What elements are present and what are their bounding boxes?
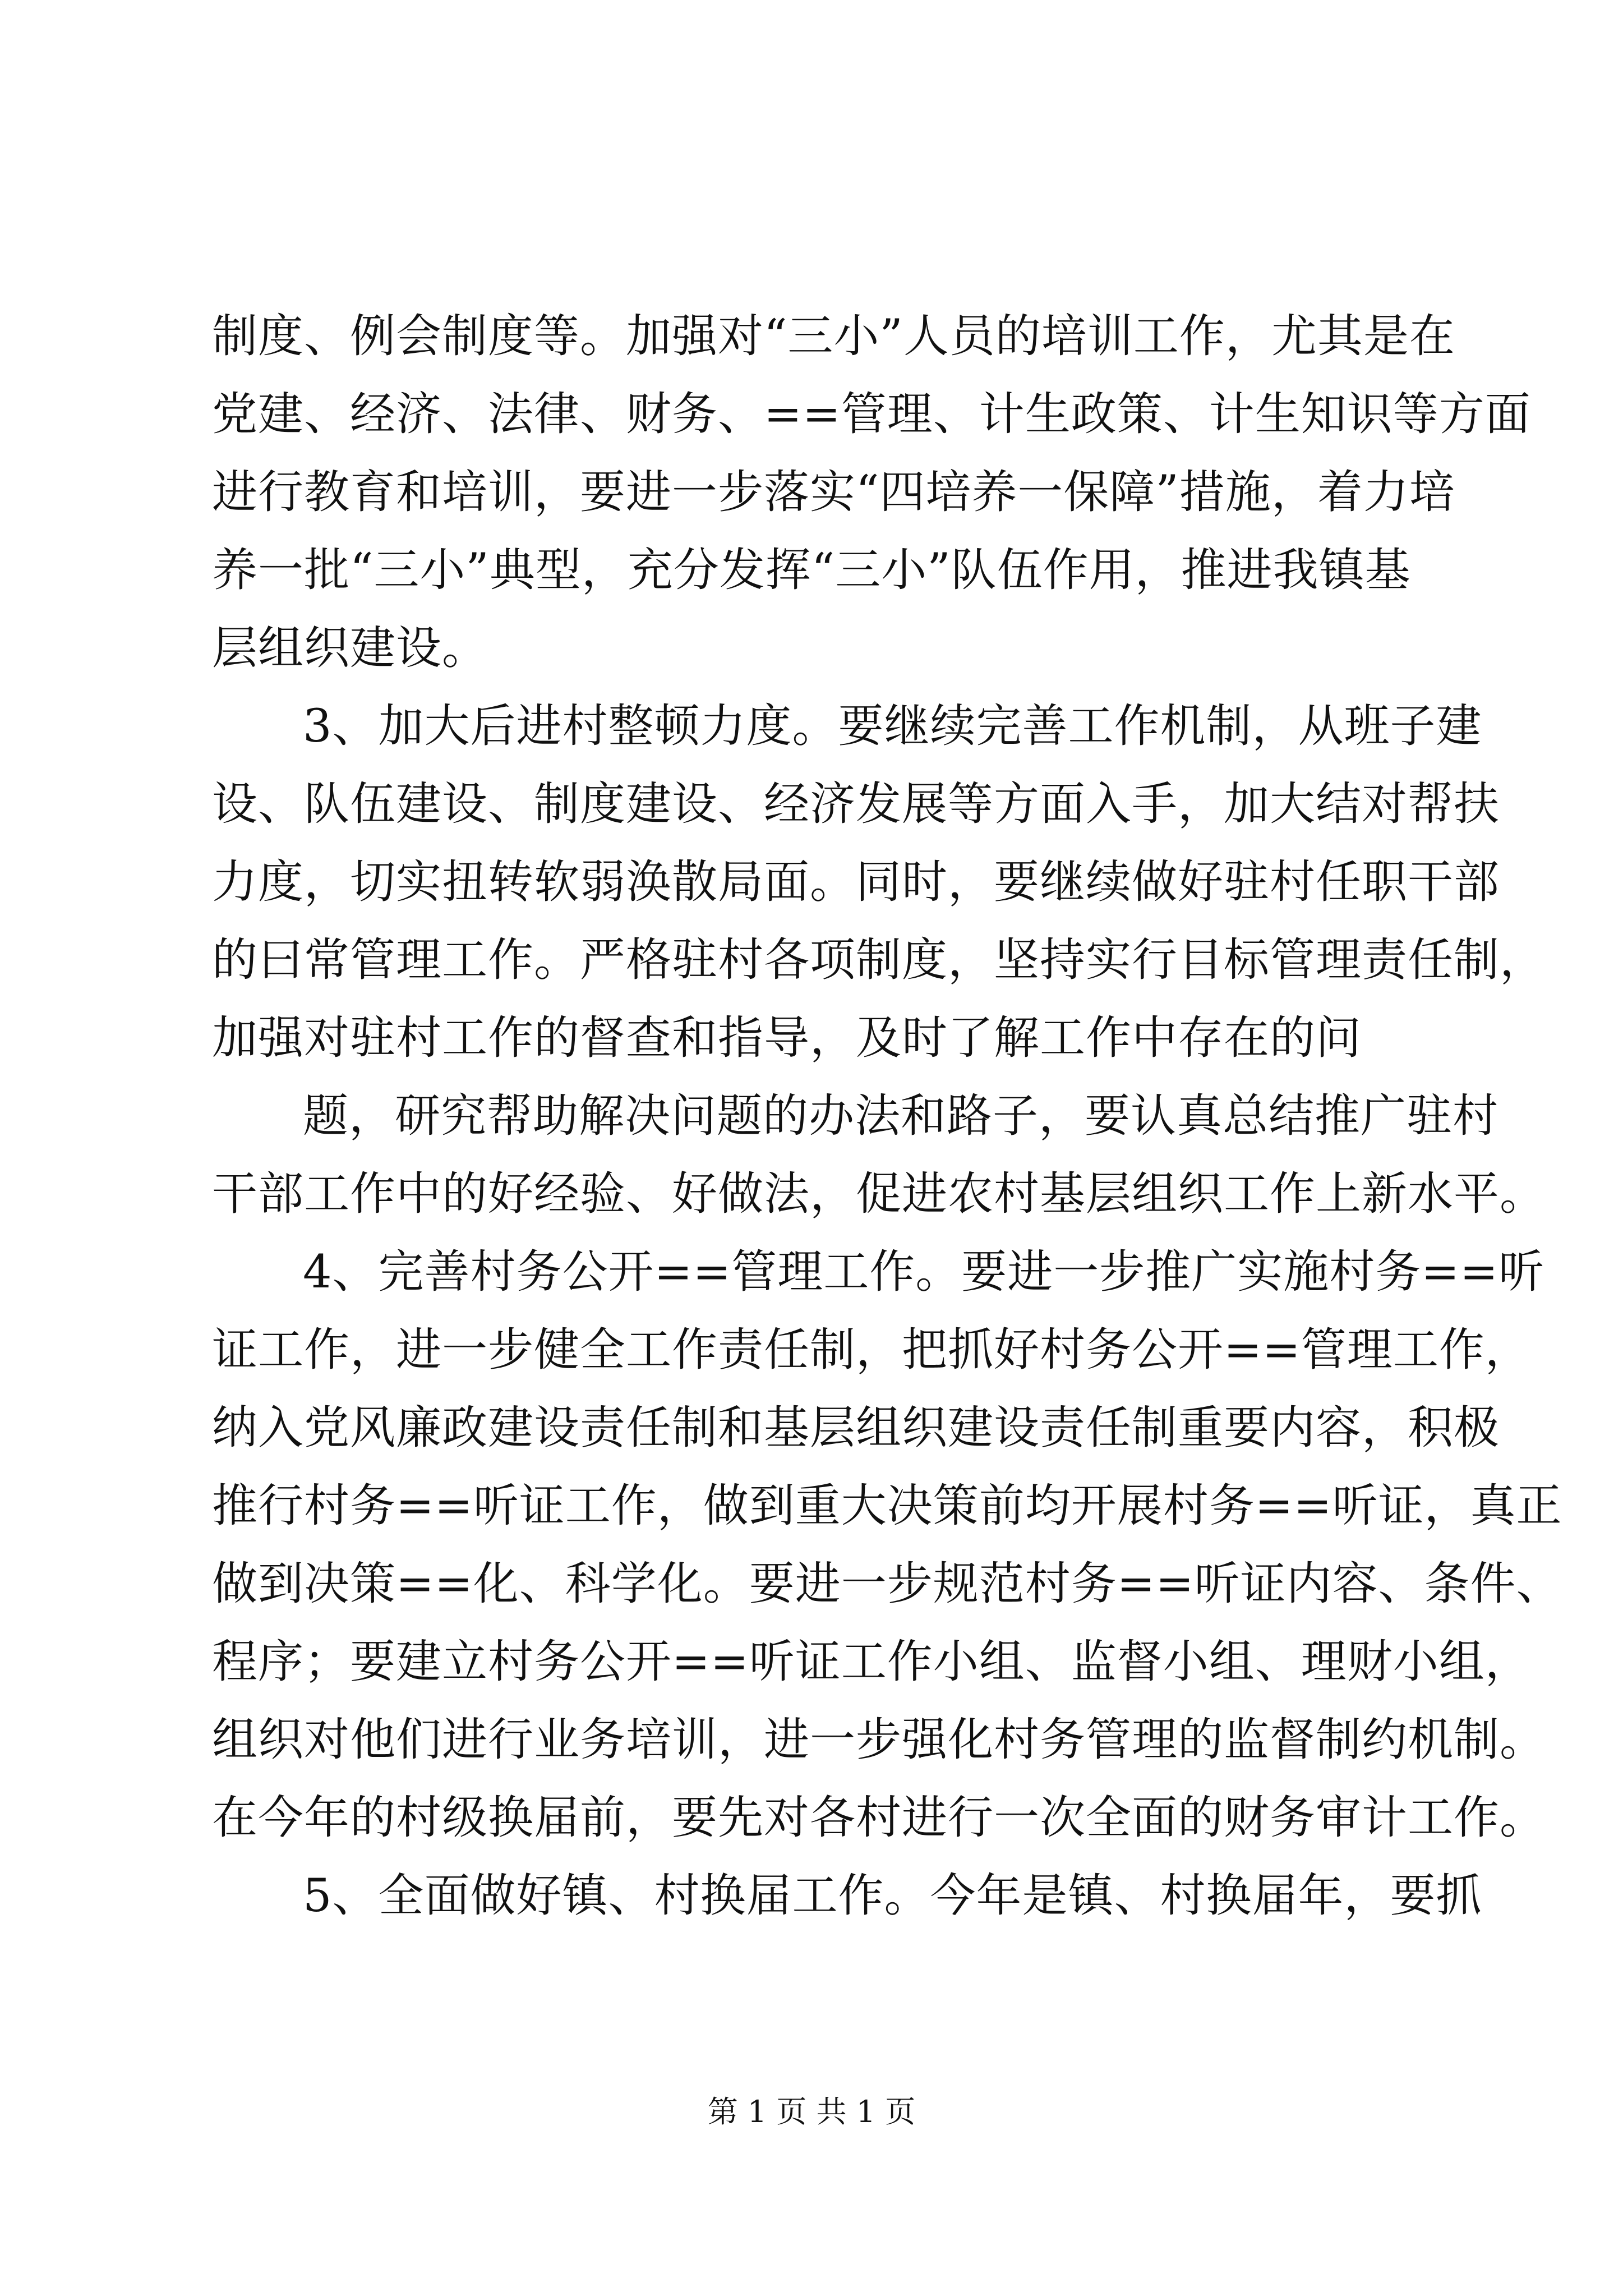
body-line: 程序；要建立村务公开==听证工作小组、监督小组、理财小组， [212,1636,1531,1688]
body-line: 在今年的村级换届前，要先对各村进行一次全面的财务审计工作。 [212,1792,1546,1844]
body-line: 进行教育和培训，要进一步落实“四培养一保障”措施，着力培 [212,466,1455,519]
body-line: 纳入党风廉政建设责任制和基层组织建设责任制重要内容，积极 [212,1402,1500,1455]
body-line: 的曰常管理工作。严格驻村各项制度，坚持实行目标管理责任制， [212,934,1546,987]
body-line: 加强对驻村工作的督查和指导，及时了解工作中存在的问 [212,1012,1362,1065]
body-line: 党建、经济、法律、财务、==管理、计生政策、计生知识等方面 [212,388,1531,441]
paragraph-5-start: 5、全面做好镇、村换届工作。今年是镇、村换届年，要抓 [303,1870,1482,1922]
body-line: 力度，切实扭转软弱涣散局面。同时，要继续做好驻村任职干部 [212,856,1500,909]
body-line: 养一批“三小”典型，充分发挥“三小”队伍作用，推进我镇基 [212,544,1411,597]
body-line: 干部工作中的好经验、好做法，促进农村基层组织工作上新水平。 [212,1168,1546,1221]
body-line: 推行村务==听证工作，做到重大决策前均开展村务==听证，真正 [212,1480,1562,1533]
page-number-footer: 第 1 页 共 1 页 [707,2094,916,2129]
body-line: 设、队伍建设、制度建设、经济发展等方面入手，加大结对帮扶 [212,778,1500,831]
body-line: 层组织建设。 [212,622,488,675]
body-line: 证工作，进一步健全工作责任制，把抓好村务公开==管理工作， [212,1324,1531,1377]
body-line-continued: 题，研究帮助解决问题的办法和路子，要认真总结推广驻村 [303,1090,1499,1143]
body-line: 做到决策==化、科学化。要进一步规范村务==听证内容、条件、 [212,1558,1562,1611]
paragraph-3-start: 3、加大后进村整顿力度。要继续完善工作机制，从班子建 [303,700,1482,753]
body-line: 制度、例会制度等。加强对“三小”人员的培训工作，尤其是在 [212,310,1455,363]
body-line: 组织对他们进行业务培训，进一步强化村务管理的监督制约机制。 [212,1714,1546,1766]
paragraph-4-start: 4、完善村务公开==管理工作。要进一步推广实施村务==听 [303,1246,1545,1299]
